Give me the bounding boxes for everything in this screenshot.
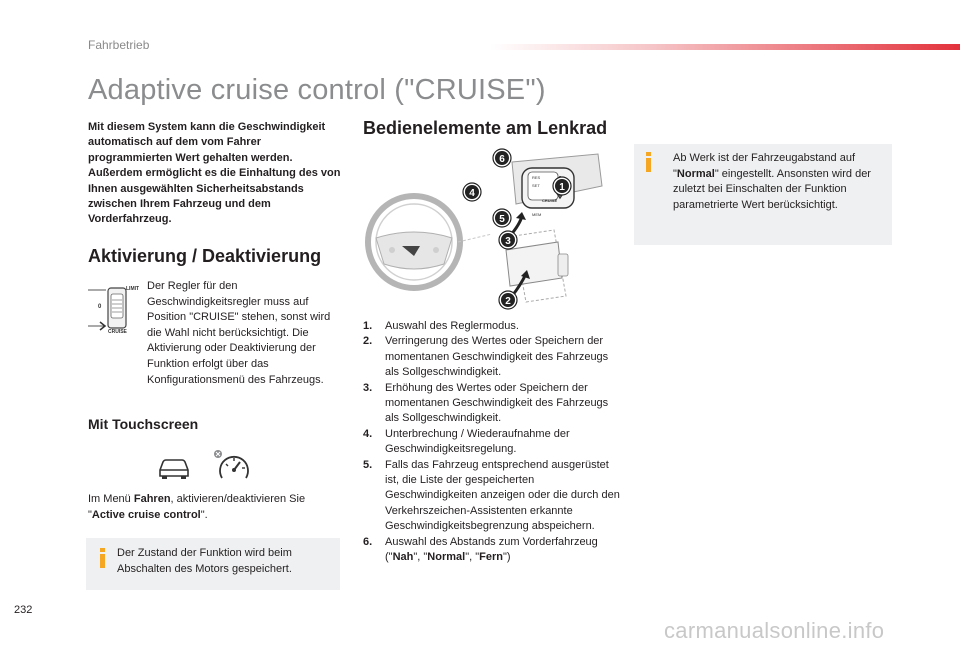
info-right-normal: Normal (676, 167, 715, 180)
regler-cruise-label: CRUISE (108, 329, 127, 334)
list-item-number: 3. (363, 381, 373, 394)
intro-paragraph-2: Außerdem ermöglicht es die Einhaltung des von Ihnen ausgewählten Sicherheitsabstands zwischen Ihrem Fahrzeug und dem Vorderfahrzeug. (88, 167, 341, 226)
list-item-text: Unterbrechung / Wiederaufnahme der Geschwindigkeitsregelung. (385, 427, 570, 456)
list-item-number: 1. (363, 320, 373, 332)
menu-text-suffix: ". (200, 508, 208, 521)
callout-2 (499, 291, 517, 309)
speed-regulator-dial-icon (86, 282, 142, 334)
callout-6-label: 6 (499, 154, 505, 165)
callout-5-label: 5 (499, 214, 505, 225)
callout-2-label: 2 (505, 296, 511, 307)
header-accent-bar (490, 44, 960, 50)
controls-list (363, 319, 623, 566)
list-item (363, 427, 623, 458)
intro-paragraph-1: Mit diesem System kann die Geschwindigkeit automatisch auf dem vom Fahrer programmierten Wert gehalten werden. (88, 121, 326, 164)
menu-text-mid: , aktivieren/deaktivieren Sie " (88, 493, 306, 521)
cruise-control-gauge-icon (214, 450, 248, 478)
stalk-mem-label: MEM (532, 212, 542, 217)
steering-wheel-controls-illustration (362, 146, 624, 320)
intro-text (88, 120, 344, 228)
callout-4 (463, 183, 481, 201)
steering-wheel-icon (368, 196, 460, 288)
info-text-default-distance (673, 151, 887, 213)
stalk-res-label: RES (532, 175, 541, 180)
menu-text-prefix: Im Menü (88, 493, 134, 505)
distance-fern: Fern (479, 551, 503, 564)
callout-1-label: 1 (559, 182, 565, 193)
list-item-text: Erhöhung des Wertes oder Speichern der momentanen Geschwindigkeit des Fahrzeugs als Sollgeschwindigkeit. (385, 381, 609, 425)
list-item-text: Falls das Fahrzeug entsprechend ausgerüstet ist, die Liste der gespeicherten Geschwindigkeiten anzeigen oder die durch den Verkehrszeichen-Assistenten erkannte Geschwindigkeitsbegrenzung abspeichern. (385, 458, 620, 533)
info-text-state-saved: Der Zustand der Funktion wird beim Abschalten des Motors gespeichert. (117, 547, 292, 575)
list-item-6-sep2: ", " (465, 551, 480, 564)
list-item-6-pre: Auswahl des Abstands zum Vorderfahrzeug (" (385, 535, 598, 564)
stalk-set-label: SET (532, 183, 540, 188)
callout-6 (493, 149, 511, 167)
car-driving-icon (160, 460, 188, 479)
menu-fahren: Fahren (133, 493, 171, 505)
list-item (363, 381, 623, 427)
list-item (363, 319, 623, 334)
regler-limit-label: LIMIT (126, 286, 140, 292)
callout-1 (553, 177, 571, 195)
callout-3 (499, 231, 517, 249)
callout-4-label: 4 (469, 188, 475, 199)
page-title: Adaptive cruise control ("CRUISE") (88, 74, 546, 106)
list-item-text: Auswahl des Reglermodus. (385, 320, 519, 332)
list-item (363, 458, 623, 535)
list-item (363, 535, 623, 566)
menu-active-cruise-control: Active cruise control (91, 508, 201, 521)
list-item-text: Verringerung des Wertes oder Speichern der momentanen Geschwindigkeit des Fahrzeugs als Sollgeschwindigkeit. (385, 335, 609, 379)
info-right-pre: Ab Werk ist der Fahrzeugabstand auf " (673, 152, 856, 180)
touchscreen-icons (156, 448, 256, 482)
watermark: carmanualsonline.info (664, 618, 885, 643)
info-box-default-distance (634, 144, 892, 245)
section-label: Fahrbetrieb (88, 38, 150, 52)
list-item-6-sep1: ", " (413, 551, 428, 564)
distance-normal: Normal (427, 551, 466, 564)
info-icon (98, 548, 108, 570)
info-icon (644, 152, 654, 174)
distance-nah: Nah (392, 551, 414, 564)
touchscreen-menu-text (88, 492, 340, 523)
regler-zero-label: 0 (98, 304, 102, 310)
list-item-number: 4. (363, 427, 373, 440)
heading-touchscreen: Mit Touchscreen (88, 416, 199, 432)
heading-steering-controls: Bedienelemente am Lenkrad (363, 118, 608, 138)
info-box-state-saved (86, 538, 340, 590)
list-item-number: 2. (363, 335, 373, 348)
list-item-6-post: ") (502, 551, 511, 564)
list-item-number: 6. (363, 535, 373, 548)
list-item-number: 5. (363, 458, 373, 471)
heading-activation: Aktivierung / Deaktivierung (88, 246, 322, 266)
callout-3-label: 3 (505, 236, 511, 247)
list-item (363, 334, 623, 380)
regulator-instruction-text: Der Regler für den Geschwindigkeitsregler muss auf Position "CRUISE" stehen, sonst wird die Wahl nicht berücksichtigt. Die Aktivierung oder Deaktivierung der Funktion erfolgt über das Konfigurationsmenü des Fahrzeugs. (147, 280, 331, 386)
stalk-cruise-label: CRUISE (542, 198, 558, 203)
page-number: 232 (14, 604, 33, 616)
callout-5 (493, 209, 511, 227)
info-right-post: " eingestellt. Ansonsten wird der zuletzt bei Einschalten der Funktion parametrierte Wert berücksichtigt. (673, 167, 871, 211)
